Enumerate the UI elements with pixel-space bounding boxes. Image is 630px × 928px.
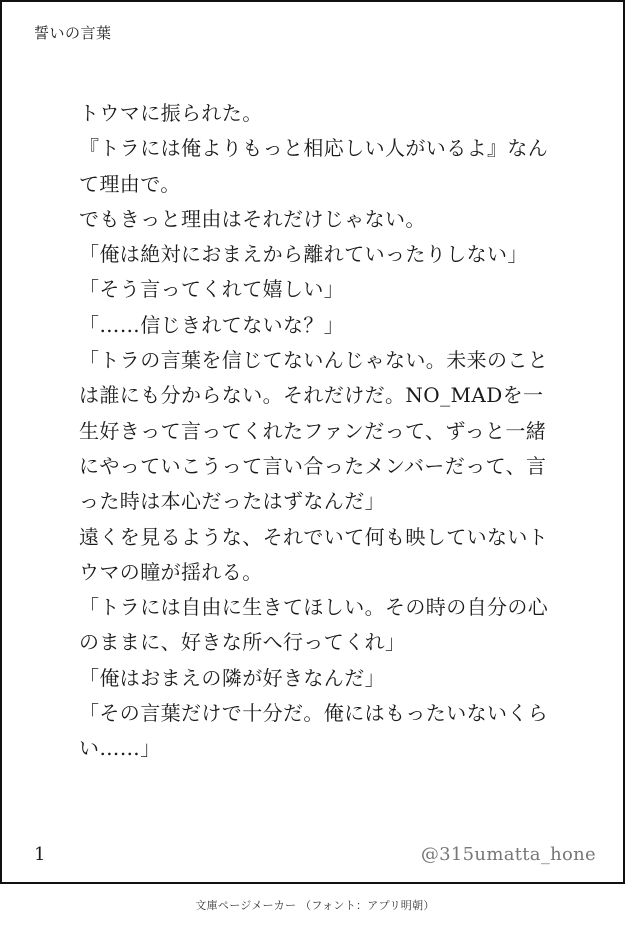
page-number: 1 bbox=[34, 844, 46, 865]
text-line: 「トラの言葉を信じてないんじゃない。未来のこと bbox=[79, 348, 549, 373]
text-line: 遠くを見るような、それでいて何も映していないト bbox=[79, 524, 549, 549]
text-line: トウマに振られた。 bbox=[79, 101, 263, 125]
text-line: て理由で。 bbox=[79, 171, 181, 196]
text-line: 「トラには自由に生きてほしい。その時の自分の心 bbox=[79, 595, 549, 620]
text-line: 「俺は絶対におまえから離れていったりしない」 bbox=[79, 242, 528, 267]
text-line: 「そう言ってくれて嬉しい」 bbox=[79, 277, 345, 302]
body-text bbox=[79, 96, 567, 767]
text-line: ウマの瞳が揺れる。 bbox=[79, 559, 263, 584]
page-title: 誓いの言葉 bbox=[34, 24, 112, 42]
text-line: った時は本心だったはずなんだ」 bbox=[79, 489, 385, 514]
text-line: 『トラには俺よりもっと相応しい人がいるよ』なん bbox=[79, 136, 549, 161]
footer-credit: 文庫ページメーカー （フォント：アプリ明朝） bbox=[195, 899, 435, 912]
text-line: 生好きって言ってくれたファンだって、ずっと一緒 bbox=[79, 418, 547, 443]
text-line: い……」 bbox=[79, 736, 161, 761]
text-line: は誰にも分からない。それだけだ。NO_MADを一 bbox=[79, 383, 544, 408]
text-line: のままに、好きな所へ行ってくれ」 bbox=[79, 630, 406, 655]
text-line: 「俺はおまえの隣が好きなんだ」 bbox=[79, 665, 385, 690]
text-line: 「……信じきれてないな？」 bbox=[79, 312, 345, 337]
text-line: にやっていこうって言い合ったメンバーだって、言 bbox=[79, 453, 547, 478]
author-handle: @315umatta_hone bbox=[420, 844, 596, 865]
text-line: でもきっと理由はそれだけじゃない。 bbox=[79, 206, 426, 231]
text-line: 「その言葉だけで十分だ。俺にはもったいないくら bbox=[79, 701, 549, 726]
